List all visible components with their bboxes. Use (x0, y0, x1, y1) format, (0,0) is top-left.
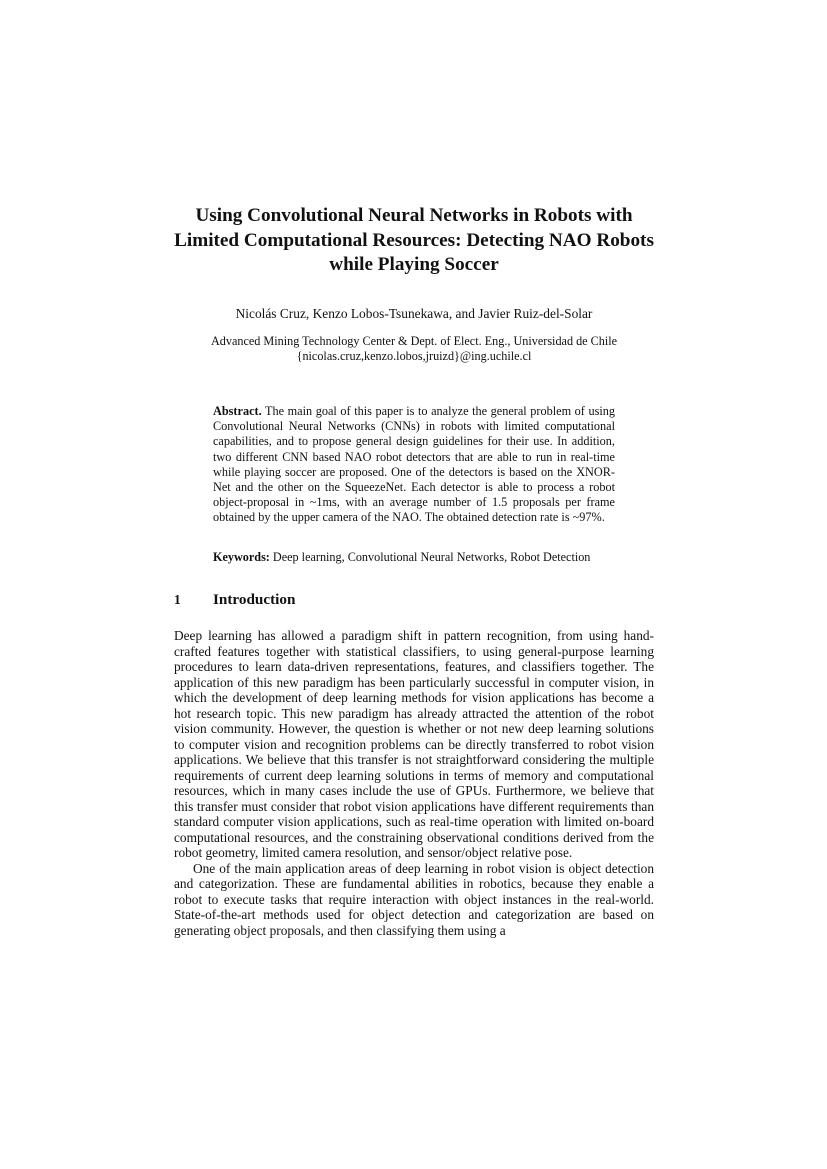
abstract-label: Abstract. (213, 404, 262, 418)
paper-title: Using Convolutional Neural Networks in Robots with Limited Computational Resources: Detecting NAO Robots while Playing Soccer (174, 205, 654, 275)
affiliation: Advanced Mining Technology Center & Dept. of Elect. Eng., Universidad de Chile (210, 334, 618, 348)
keywords (213, 550, 615, 565)
affiliation-block (174, 334, 654, 364)
keywords-text: Deep learning, Convolutional Neural Networks, Robot Detection (272, 550, 591, 564)
abstract (213, 404, 615, 526)
body-text (174, 628, 654, 938)
body-paragraph: Deep learning has allowed a paradigm shift in pattern recognition, from using hand-crafted features together with statistical classifiers, to using general-purpose learning procedures to learn data-driven representations, features, and classifiers together. The application of this new paradigm has been particularly successful in computer vision, in which the development of deep learning methods for vision applications has become a hot research topic. This new paradigm has already attracted the attention of the robot vision community. However, the question is whether or not new deep learning solutions to computer vision and recognition problems can be directly transferred to robot vision applications. We believe that this transfer is not straightforward considering the multiple requirements of current deep learning solutions in terms of memory and computational resources, which in many cases include the use of GPUs. Furthermore, we believe that this transfer must consider that robot vision applications have different requirements than standard computer vision applications, such as real-time operation with limited on-board computational resources, and the constraining observational conditions derived from the robot geometry, limited camera resolution, and sensor/object relative pose. (174, 628, 654, 860)
section-title: Introduction (213, 591, 296, 608)
section-number: 1 (174, 592, 181, 607)
author-list: Nicolás Cruz, Kenzo Lobos-Tsunekawa, and Javier Ruiz-del-Solar (235, 306, 593, 321)
section-heading (174, 591, 654, 609)
author-email: {nicolas.cruz,kenzo.lobos,jruizd}@ing.uchile.cl (296, 348, 532, 363)
keywords-label: Keywords: (213, 550, 270, 564)
abstract-text: The main goal of this paper is to analyze the general problem of using Convolutional Neural Networks (CNNs) in robots with limited computational capabilities, and to propose general design guidelines for their use. In addition, two different CNN based NAO robot detectors that are able to run in real-time while playing soccer are proposed. One of the detectors is based on the XNOR-Net and the other on the SqueezeNet. Each detector is able to process a robot object-proposal in ~1ms, with an average number of 1.5 proposals per frame obtained by the upper camera of the NAO. The obtained detection rate is ~97%. (213, 404, 616, 525)
body-paragraph: One of the main application areas of deep learning in robot vision is object detection and categorization. These are fundamental abilities in robotics, because they enable a robot to execute tasks that require interaction with object instances in the real-world. State-of-the-art methods used for object detection and categorization are based on generating object proposals, and then classifying them using a (174, 860, 654, 938)
